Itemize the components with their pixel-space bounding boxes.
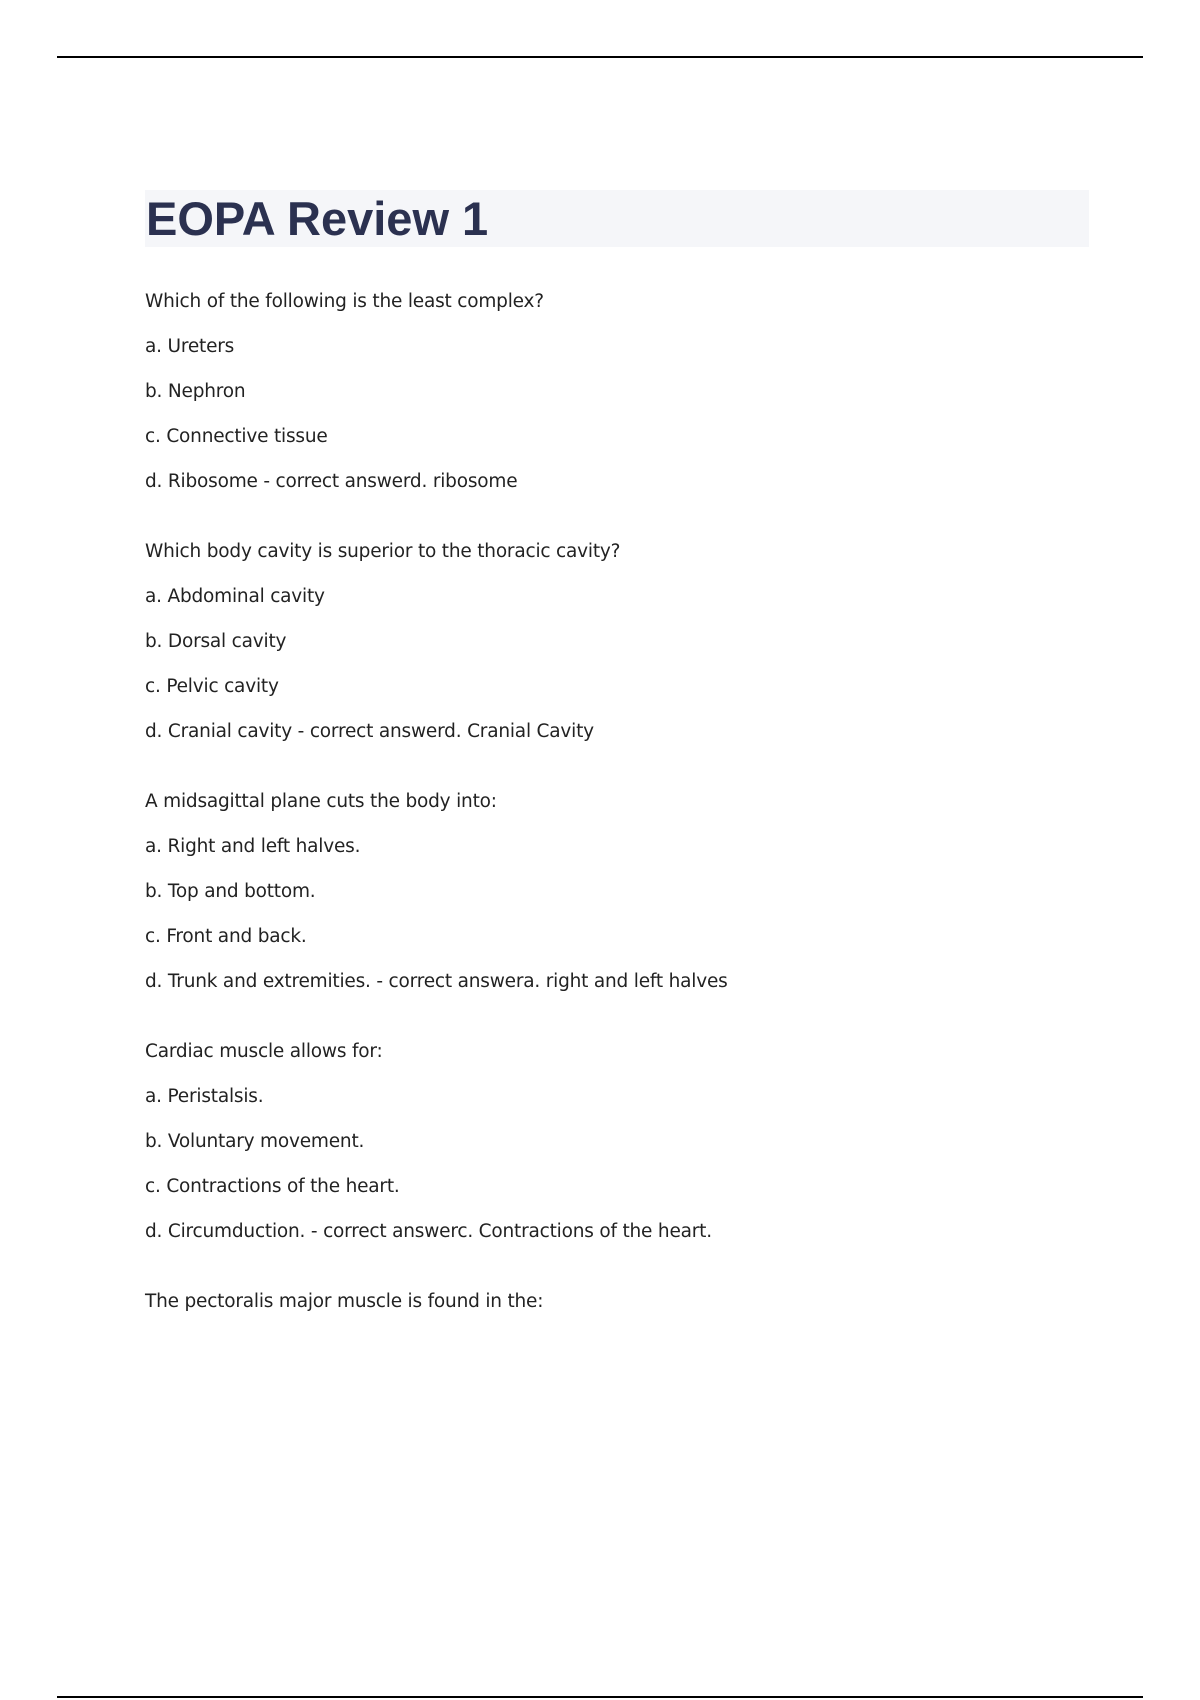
question-prompt: Cardiac muscle allows for: (145, 1041, 383, 1062)
question-prompt: Which body cavity is superior to the thoracic cavity? (145, 541, 621, 562)
top-divider (57, 56, 1143, 58)
question-block (145, 1290, 1089, 1314)
question-block (145, 540, 1089, 744)
answer-option-c: c. Front and back. (145, 926, 307, 947)
bottom-divider (57, 1696, 1143, 1698)
question-prompt: A midsagittal plane cuts the body into: (145, 791, 497, 812)
answer-option-a: a. Peristalsis. (145, 1086, 264, 1107)
answer-option-a: a. Abdominal cavity (145, 586, 325, 607)
answer-option-d: d. Trunk and extremities. - correct answera. right and left halves (145, 971, 728, 992)
question-prompt: Which of the following is the least complex? (145, 291, 544, 312)
answer-option-c: c. Contractions of the heart. (145, 1176, 400, 1197)
answer-option-b: b. Dorsal cavity (145, 631, 287, 652)
page-title: EOPA Review 1 (146, 192, 489, 245)
answer-option-d: d. Circumduction. - correct answerc. Contractions of the heart. (145, 1221, 712, 1242)
answer-option-a: a. Ureters (145, 336, 235, 357)
answer-option-b: b. Nephron (145, 381, 246, 402)
question-block (145, 790, 1089, 994)
answer-option-c: c. Connective tissue (145, 426, 328, 447)
question-block (145, 1040, 1089, 1244)
answer-option-d: d. Cranial cavity - correct answerd. Cranial Cavity (145, 721, 594, 742)
answer-option-b: b. Top and bottom. (145, 881, 316, 902)
question-list (145, 290, 1089, 1360)
question-prompt: The pectoralis major muscle is found in the: (145, 1291, 544, 1312)
answer-option-d: d. Ribosome - correct answerd. ribosome (145, 471, 518, 492)
answer-option-b: b. Voluntary movement. (145, 1131, 365, 1152)
answer-option-a: a. Right and left halves. (145, 836, 361, 857)
answer-option-c: c. Pelvic cavity (145, 676, 279, 697)
question-block (145, 290, 1089, 494)
